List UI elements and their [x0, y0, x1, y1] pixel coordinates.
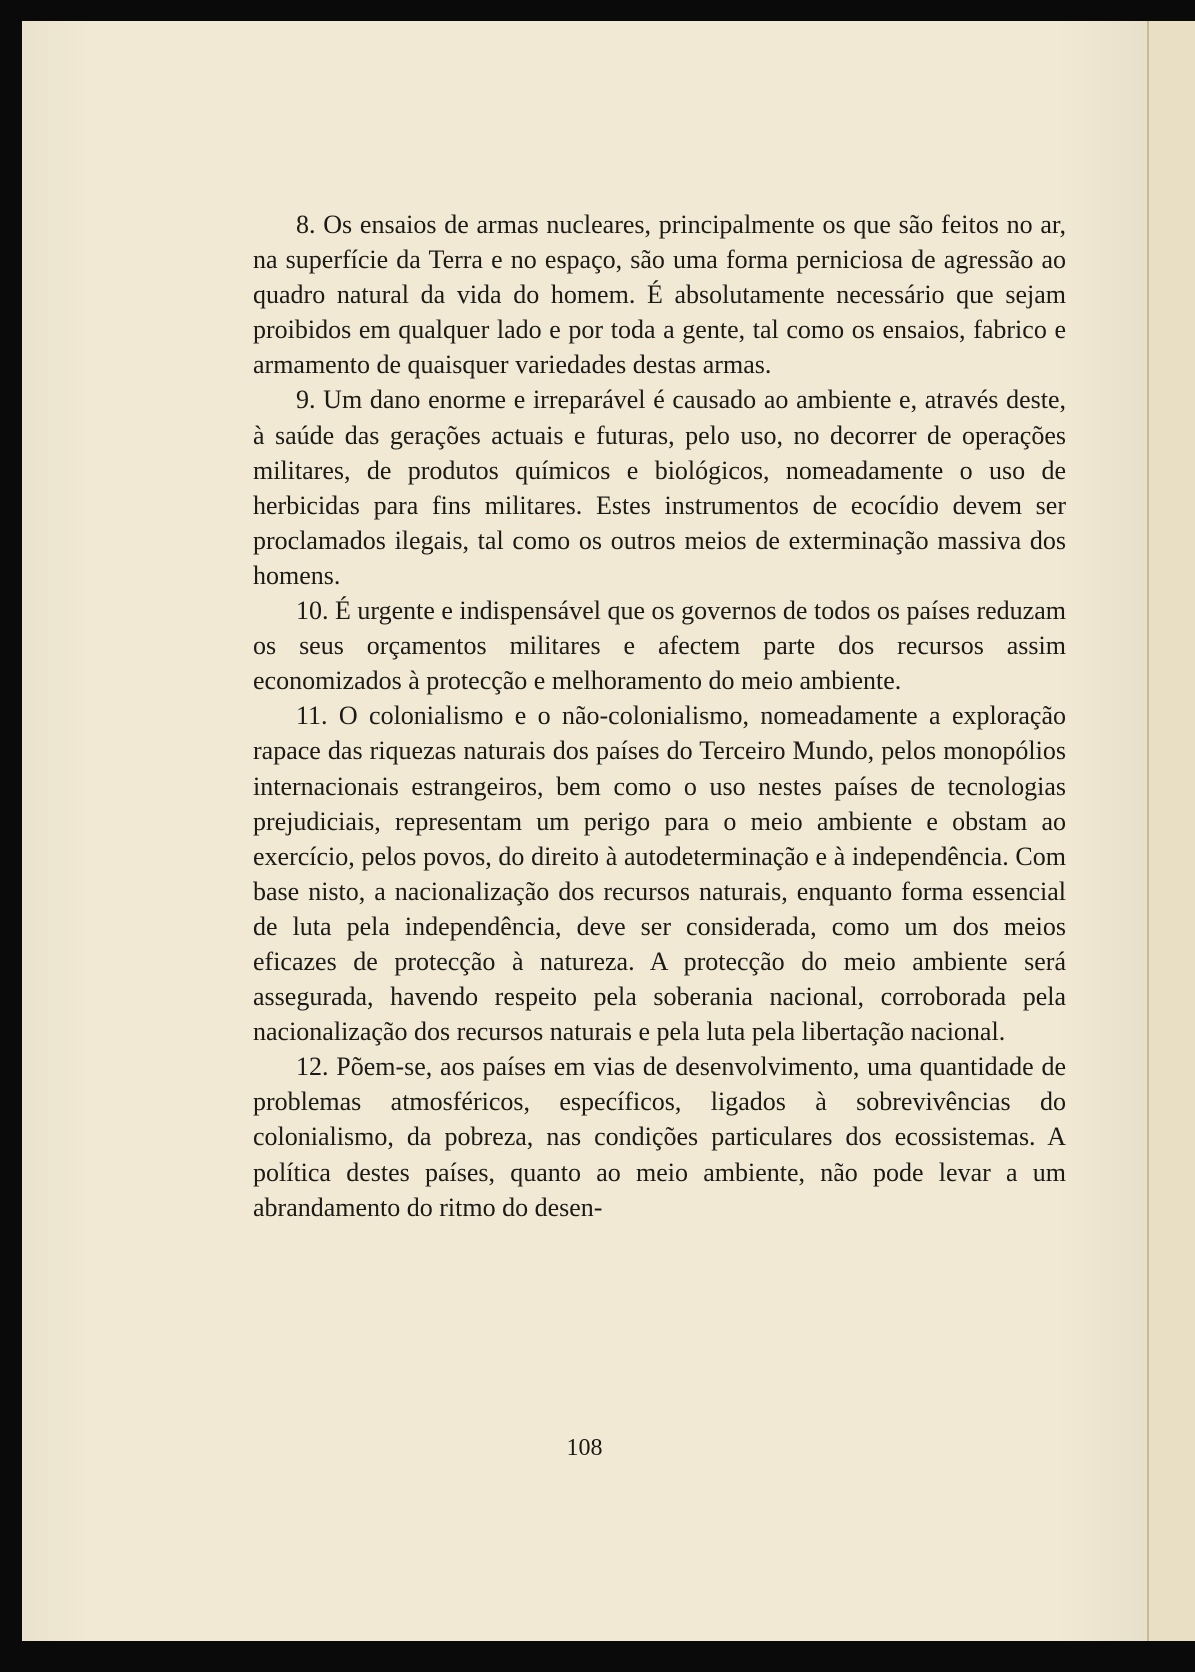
book-page	[22, 21, 1147, 1641]
paragraph-8: 8. Os ensaios de armas nucleares, principalmente os que são feitos no ar, na superfície da Terra e no espaço, são uma forma perniciosa de agressão ao quadro natural da vida do homem. É absolutamente necessário que sejam proibidos em qualquer lado e por toda a gente, tal como os ensaios, fabrico e armamento de quaisquer variedades destas armas.	[253, 210, 1066, 380]
page-number: 108	[566, 1435, 603, 1461]
paragraph-12: 12. Põem-se, aos países em vias de desenvolvimento, uma quantidade de problemas atmosféricos, específicos, ligados à sobrevivências do colonialismo, da pobreza, nas condições particulares dos ecossistemas. A política destes países, quanto ao meio ambiente, não pode levar a um abrandamento do ritmo do desen-	[253, 1052, 1066, 1222]
facing-page-edge	[1147, 21, 1195, 1641]
paragraph-11: 11. O colonialismo e o não-colonialismo, nomeadamente a exploração rapace das riquezas naturais dos países do Terceiro Mundo, pelos monopólios internacionais estrangeiros, bem como o uso nestes países de tecnologias prejudiciais, representam um perigo para o meio ambiente e obstam ao exercício, pelos povos, do direito à autodeterminação e à independência. Com base nisto, a nacionalização dos recursos naturais, enquanto forma essencial de luta pela independência, deve ser considerada, como um dos meios eficazes de protecção à natureza. A protecção do meio ambiente será assegurada, havendo respeito pela soberania nacional, corroborada pela nacionalização dos recursos naturais e pela luta pela libertação nacional.	[253, 701, 1066, 1047]
paragraph-10: 10. É urgente e indispensável que os governos de todos os países reduzam os seus orçamentos militares e afectem parte dos recursos assim economizados à protecção e melhoramento do meio ambiente.	[253, 596, 1066, 696]
body-text	[253, 207, 1066, 1225]
paragraph-9: 9. Um dano enorme e irreparável é causado ao ambiente e, através deste, à saúde das gerações actuais e futuras, pelo uso, no decorrer de operações militares, de produtos químicos e biológicos, nomeadamente o uso de herbicidas para fins militares. Estes instrumentos de ecocídio devem ser proclamados ilegais, tal como os outros meios de exterminação massiva dos homens.	[253, 385, 1066, 590]
